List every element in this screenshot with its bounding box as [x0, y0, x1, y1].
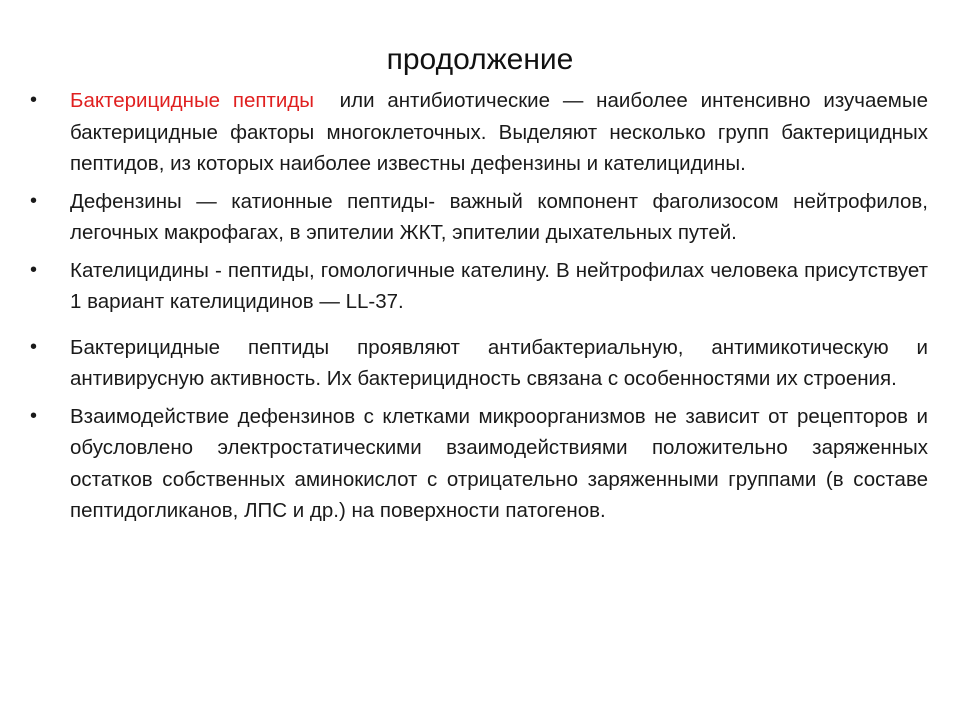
slide-title: продолжение	[386, 43, 574, 76]
bullet-dot-icon: •	[30, 89, 38, 111]
bullet-text: Кателицидины - пептиды, гомологичные кателину. В нейтрофилах человека присутствует 1 вариант кателицидинов — LL-37.	[70, 258, 928, 313]
highlighted-term: Бактерицидные пептиды	[70, 89, 315, 112]
bullet-text: Бактерицидные пептиды проявляют антибактериальную, антимикотическую и антивирусную активность. Их бактерицидность связана с особенностями их строения.	[70, 335, 928, 390]
bullet-item-3	[30, 255, 928, 318]
bullet-list	[30, 85, 934, 533]
bullet-dot-icon: •	[30, 335, 38, 358]
bullet-item-4	[30, 332, 928, 395]
bullet-item-5	[30, 401, 928, 527]
bullet-text: Взаимодействие дефензинов с клетками микроорганизмов не зависит от рецепторов и обусловлено электростатическими взаимодействиями положительно заряженных остатков собственных аминокислот с отрицательно заряженными группами (в составе пептидогликанов, ЛПС и др.) на поверхности патогенов.	[70, 404, 928, 522]
bullet-item-2	[30, 186, 928, 249]
bullet-text: или антибиотические — наиболее интенсивно изучаемые бактерицидные факторы многоклеточных. Выделяют несколько групп бактерицидных пептидов, из которых наиболее известны дефензины и кателицидины.	[70, 89, 934, 175]
bullet-dot-icon: •	[30, 189, 38, 212]
bullet-text: Дефензины — катионные пептиды- важный компонент фаголизосом нейтрофилов, легочных макрофагах, в эпителии ЖКТ, эпителии дыхательных путей.	[70, 189, 928, 244]
bullet-dot-icon: •	[30, 404, 38, 427]
bullet-dot-icon: •	[30, 258, 38, 281]
bullet-item-1	[30, 85, 934, 180]
